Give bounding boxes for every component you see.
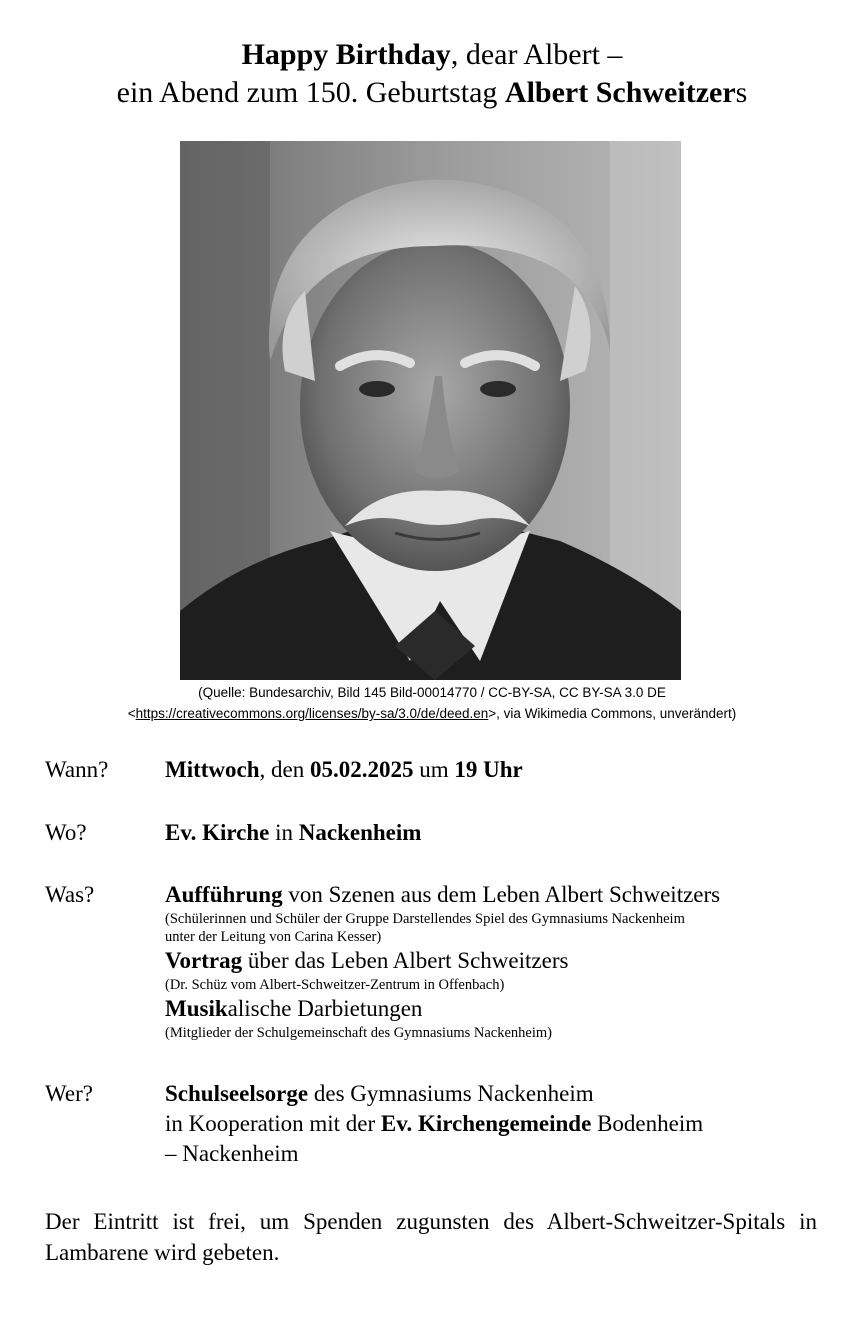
content-wann: Mittwoch, den 05.02.2025 um 19 Uhr [165, 757, 523, 782]
label-wer: Wer? [45, 1081, 93, 1106]
portrait-photo [180, 141, 681, 680]
label-wann: Wann? [45, 757, 109, 782]
license-link[interactable]: https://creativecommons.org/licenses/by-sa/3.0/de/deed.en [135, 706, 489, 721]
was-item-musik: Musikalische Darbietungen [165, 996, 423, 1021]
wer-line-3: – Nackenheim [165, 1141, 299, 1166]
was-item-vortrag: Vortrag über das Leben Albert Schweitzers [165, 948, 569, 973]
image-source-credit [0, 682, 864, 724]
source-line-1: (Quelle: Bundesarchiv, Bild 145 Bild-00014770 / CC-BY-SA, CC BY-SA 3.0 DE [198, 685, 666, 700]
was-item-auffuehrung: Aufführung von Szenen aus dem Leben Albert Schweitzers [165, 882, 721, 907]
was-item-auffuehrung-note: (Schülerinnen und Schüler der Gruppe Darstellendes Spiel des Gymnasiums Nackenheim unter der Leitung von Carina Kesser) [165, 911, 685, 945]
title-line-1: Happy Birthday, dear Albert – [241, 38, 623, 71]
wer-line-1: Schulseelsorge des Gymnasiums Nackenheim [165, 1081, 594, 1106]
source-line-2: <https://creativecommons.org/licenses/by-sa/3.0/de/deed.en>, via Wikimedia Commons, unverändert) [127, 706, 737, 721]
content-wo: Ev. Kirche in Nackenheim [165, 820, 422, 845]
label-wo: Wo? [45, 820, 87, 845]
admission-note: Der Eintritt ist frei, um Spenden zugunsten des Albert-Schweitzer-Spitals in Lambarene wird gebeten. [45, 1209, 817, 1265]
was-item-vortrag-note: (Dr. Schüz vom Albert-Schweitzer-Zentrum in Offenbach) [165, 977, 505, 993]
portrait-illustration [180, 141, 681, 680]
wer-line-2: in Kooperation mit der Ev. Kirchengemeinde Bodenheim [165, 1111, 704, 1136]
content-wer [165, 1079, 825, 1169]
content-was [165, 880, 825, 1042]
event-title [0, 36, 864, 112]
title-line-2: ein Abend zum 150. Geburtstag Albert Schweitzers [116, 76, 748, 109]
was-item-musik-note: (Mitglieder der Schulgemeinschaft des Gymnasiums Nackenheim) [165, 1025, 552, 1041]
label-was: Was? [45, 882, 95, 907]
